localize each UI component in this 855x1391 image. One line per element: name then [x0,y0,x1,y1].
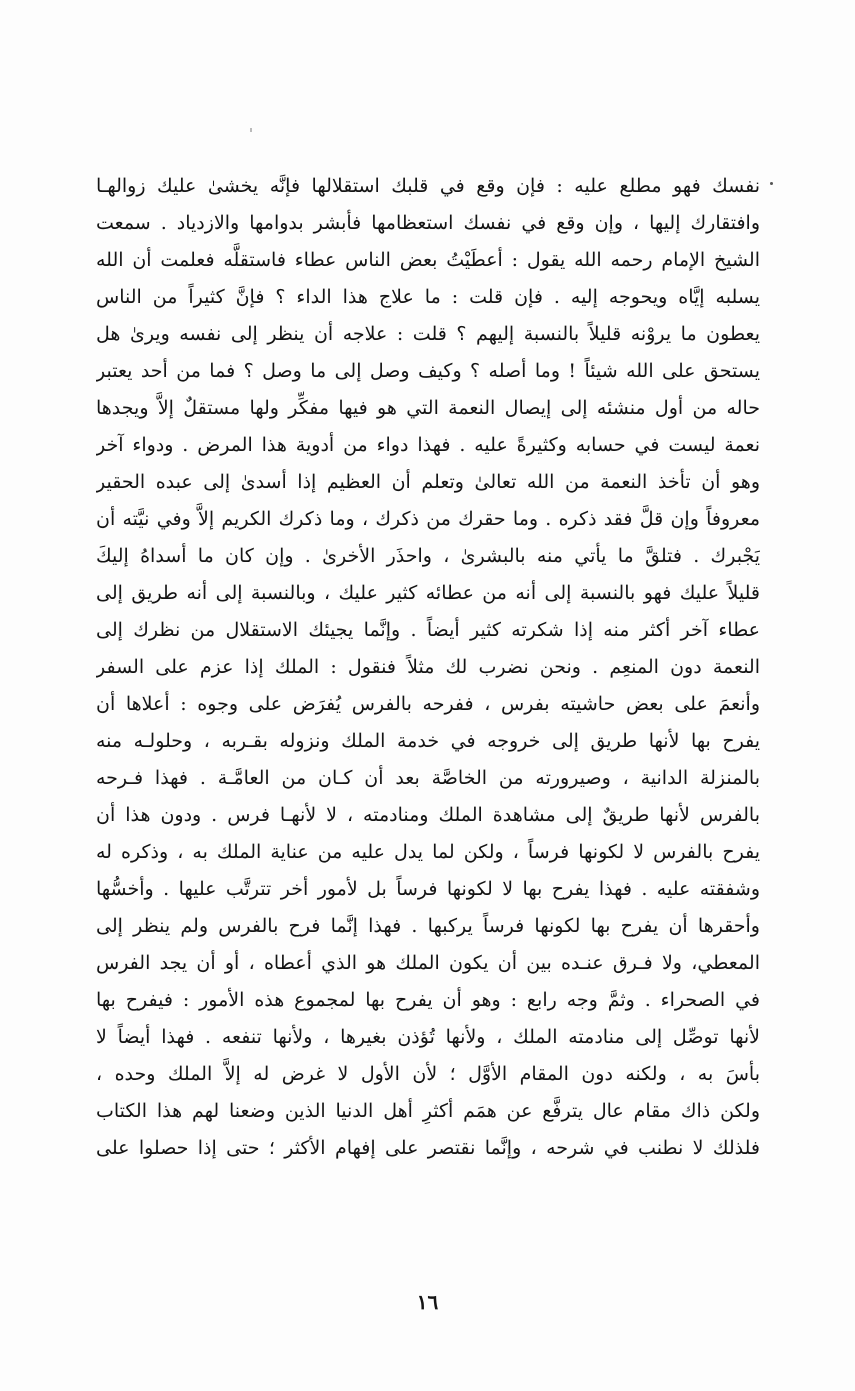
text-line: الشيخ الإمام رحمه الله يقول : أعطَيْتُ بعض الناس عطاء فاستقلَّه فعلمت أن الله [96,249,760,271]
text-line: يفرح بالفرس لا لكونها فرساً ، ولكن لما يدل عليه من عناية الملك به ، وذكره له [96,841,760,863]
text-line: وشفقته عليه . فهذا يفرح بها لا لكونها فرساً بل لأمور أخر تترتَّب عليها . وأخسُّها [96,878,760,900]
text-line: عطاء آخر أكثر منه إذا شكرته كثير أيضاً . وإنَّما يجيئك الاستقلال من نظرك إلى [96,619,760,641]
body-text [96,168,760,1167]
text-line: لأنها توصِّل إلى منادمته الملك ، ولأنها تُؤذن بغيرها ، ولأنها تنفعه . فهذا أيضاً لا [96,1026,760,1048]
page-number: ١٦ [416,1290,439,1314]
text-line: قليلاً عليك فهو بالنسبة إلى أنه من عطائه كثير عليك ، وبالنسبة إلى أنه طريق إلى [96,582,760,604]
text-line: حاله من أول منشئه إلى إيصال النعمة التي هو فيها مفكِّر ولها مستقلٌ إلاَّ ويجدها [96,397,760,419]
text-line: يعطون ما يروْنه قليلاً بالنسبة إليهم ؟ قلت : علاجه أن ينظر إلى نفسه ويرىٰ هل [96,323,760,345]
text-line: يَجْبرك . فتلقَّ ما يأتي منه بالبشرىٰ ، واحذَر الأخرىٰ . وإن كان ما أسداهُ إليكَ [96,545,760,567]
text-line: وهو أن تأخذ النعمة من الله تعالىٰ وتعلم أن العظيم إذا أسدىٰ إلى عبده الحقير [96,471,760,493]
text-line: نعمة ليست في حسابه وكثيرةً عليه . فهذا دواء من أدوية هذا المرض . ودواء آخر [96,434,760,456]
text-line: بالفرس لأنها طريقٌ إلى مشاهدة الملك ومنادمته ، لا لأنهـا فرس . ودون هذا أن [96,804,760,826]
text-line: المعطي، ولا فـرق عنـده بين أن يكون الملك هو الذي أعطاه ، أو أن يجد الفرس [96,952,760,974]
text-line: وافتقارك إليها ، وإن وقع في نفسك استعظامها فأبشر بدوامها والازدياد . سمعت [96,212,760,234]
margin-mark [770,182,773,185]
text-line: يستحق على الله شيئاً ! وما أصله ؟ وكيف وصل إلى ما وصل ؟ فما من أحد يعتبر [96,360,760,382]
text-line: ولكن ذاك مقام عال يترفَّع عن همَم أكثرِ أهل الدنيا الذين وضعنا لهم هذا الكتاب [96,1100,760,1122]
text-line: النعمة دون المنعِم . ونحن نضرب لك مثلاً فنقول : الملك إذا عزم على السفر [96,656,760,678]
text-line: يفرح بها لأنها طريق إلى خروجه في خدمة الملك ونزوله بقـربه ، وحلولـه منه [96,730,760,752]
text-line: نفسك فهو مطلع عليه : فإن وقع في قلبك استقلالها فإنَّه يخشىٰ عليك زوالهـا [96,175,760,197]
text-line: فلذلك لا نطنب في شرحه ، وإنَّما نقتصر على إفهام الأكثر ؛ حتى إذا حصلوا على [96,1137,760,1159]
text-line: يسلبه إيَّاه ويحوجه إليه . فإن قلت : ما علاج هذا الداء ؟ فإنَّ كثيراً من الناس [96,286,760,308]
text-line: معروفاً وإن قلَّ فقد ذكره . وما حقرك من ذكرك ، وما ذكرك الكريم إلاَّ وفي نيَّته أن [96,508,760,530]
text-line: في الصحراء . وثمَّ وجه رابع : وهو أن يفرح بها لمجموع هذه الأمور : فيفرح بها [96,989,760,1011]
text-line: بالمنزلة الدانية ، وصيرورته من الخاصَّة بعد أن كـان من العامَّـة . فهذا فـرحه [96,767,760,789]
scan-speck [250,128,252,132]
text-line: بأسَ به ، ولكنه دون المقام الأوَّل ؛ لأن الأول لا غرض له إلاَّ الملك وحده ، [96,1063,760,1085]
text-line: وأحقرها أن يفرح بها لكونها فرساً يركبها . فهذا إنَّما فرح بالفرس ولم ينظر إلى [96,915,760,937]
text-line: وأنعمَ على بعض حاشيته بفرس ، ففرحه بالفرس يُفرَض على وجوه : أعلاها أن [96,693,760,715]
